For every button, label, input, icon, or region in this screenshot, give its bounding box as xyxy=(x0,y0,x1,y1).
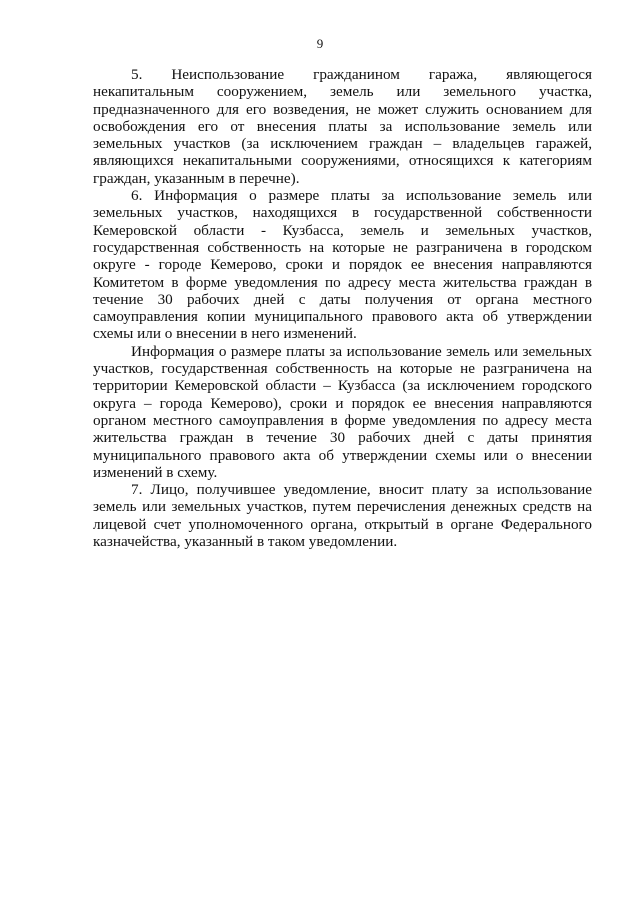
page-number: 9 xyxy=(316,36,324,51)
paragraph-item-5: 5. Неиспользование гражданином гаража, являющегося некапитальным сооружением, земель или земельного участка, предназначенного для его возведения, не может служить основанием для освобождения его от внесения платы за использование земель или земельных участков (за исключением граждан – владельцев гаражей, являющихся некапитальными сооружениями, относящихся к категориям граждан, указанным в перечне). xyxy=(93,66,592,187)
document-body xyxy=(93,66,592,550)
paragraph-item-7: 7. Лицо, получившее уведомление, вносит плату за использование земель или земельных участков, путем перечисления денежных средств на лицевой счет уполномоченного органа, открытый в органе Федерального казначейства, указанный в таком уведомлении. xyxy=(93,481,592,551)
paragraph-item-6-continued: Информация о размере платы за использование земель или земельных участков, государственная собственность на которые не разграничена на территории Кемеровской области – Кузбасса (за исключением городского округа – города Кемерово), сроки и порядок ее внесения направляются органом местного самоуправления в форме уведомления по адресу места жительства граждан в течение 30 рабочих дней с даты принятия муниципального правового акта об утверждении схемы или о внесении изменений в схему. xyxy=(93,342,592,481)
paragraph-item-6: 6. Информация о размере платы за использование земель или земельных участков, находящихся в государственной собственности Кемеровской области - Кузбасса, земель и земельных участков, государственная собственность на которые не разграничена в городском округе - городе Кемерово, сроки и порядок ее внесения направляются Комитетом в форме уведомления по адресу места жительства граждан в течение 30 рабочих дней с даты получения от органа местного самоуправления копии муниципального правового акта об утверждении схемы или о внесении в него изменений. xyxy=(93,187,592,343)
